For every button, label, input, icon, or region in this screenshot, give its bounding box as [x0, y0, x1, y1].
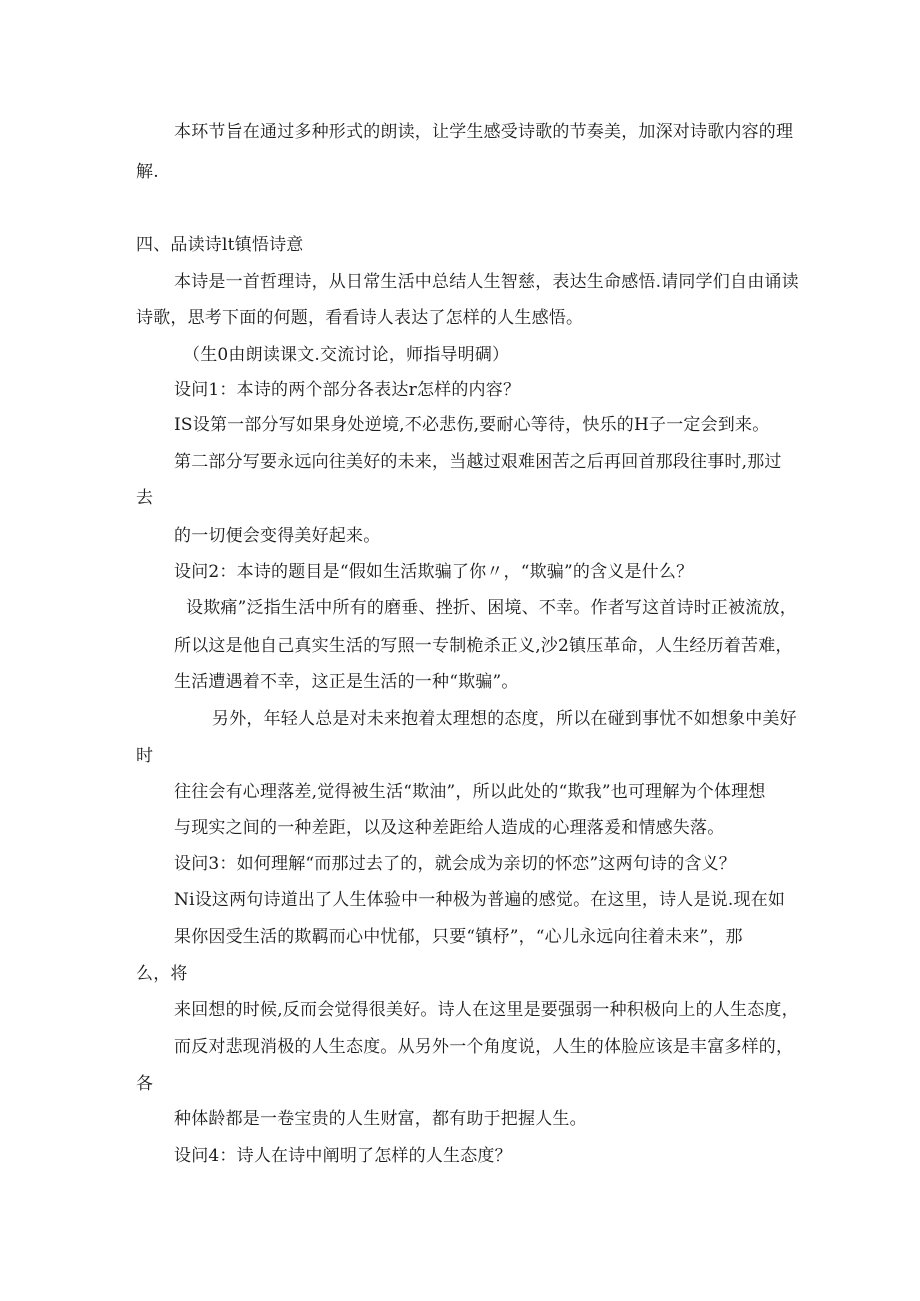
answer-line: 时	[136, 746, 154, 766]
answer-line: 种体龄都是一卷宝贵的人生财富，都有助于把握人生。	[174, 1109, 587, 1129]
answer-line: 而反对悲现消极的人生态度。从另外一个角度说，人生的体脸应该是丰富多样的，	[174, 1037, 794, 1057]
paragraph-line: 本诗是一首哲理诗，从日常生活中总结人生智慈，表达生命感悟.请同学们自由诵读	[174, 272, 799, 292]
answer-line: 果你因受生活的欺羁而心中忧郁，只要“镇杼”，“心儿永远向往着未来”，那	[174, 927, 743, 947]
question-line: 设问3：如何理解“而那过去了的，就会成为亲切的怀恋”这两句诗的含义？	[174, 854, 736, 874]
answer-line: IS设第一部分写如果身处逆境,不必悲伤,要耐心等待，快乐的H子一定会到来。	[174, 415, 770, 435]
answer-line: 去	[136, 488, 154, 508]
section-heading: 四、品读诗lt镇悟诗意	[136, 235, 304, 255]
paragraph-line: 本环节旨在通过多种形式的朗读，让学生感受诗歌的节奏美，加深对诗歌内容的理	[174, 122, 794, 142]
answer-line: 来回想的时候,反而会觉得很美好。诗人在这里是要强弱一种积极向上的人生态度，	[174, 1000, 799, 1020]
answer-line: 的一切便会变得美好起来。	[174, 526, 381, 546]
answer-line: 另外，年轻人总是对未来抱着太理想的态度，所以在碰到事忧不如想象中美好	[212, 709, 797, 729]
answer-line: 么，将	[136, 964, 188, 984]
answer-line: 所以这是他自己真实生活的写照一专制桅杀正义,沙2镇压革命，人生经历着苦难，	[174, 636, 793, 656]
paragraph-line: （生0由朗读课文.交流讨论，师指导明碉）	[183, 345, 510, 365]
answer-line: 生活遭遇着不幸，这正是生活的一种“欺骗”。	[174, 672, 519, 692]
answer-line: 各	[136, 1074, 154, 1094]
answer-line: Ni设这两句诗道出了人生体验中一种极为普遍的感觉。在这里，诗人是说.现在如	[174, 890, 786, 910]
answer-line: 设欺痛”泛指生活中所有的磨垂、挫折、困境、不幸。作者写这首诗时正被流放，	[186, 598, 797, 618]
question-line: 设问2：本诗的题目是“假如生活欺骗了你〃，“欺骗”的含义是什么？	[174, 562, 694, 582]
paragraph-line: 诗歌，思考下面的何题，看看诗人表达了怎样的人生感悟。	[136, 308, 584, 328]
question-line: 设问4：诗人在诗中阐明了怎样的人生态度？	[174, 1146, 512, 1166]
question-line: 设问1：本诗的两个部分各表达r怎样的内容？	[174, 380, 521, 400]
answer-line: 与现实之间的一种差距，以及这种差距给人造成的心理落爰和情感失落。	[174, 818, 725, 838]
answer-line: 第二部分写要永远向往美好的未来，当越过艰难困苦之后再回首那段往事时,那过	[174, 452, 782, 472]
answer-line: 往往会有心理落差,觉得被生活“欺油”，所以此处的“欺我”也可理解为个体理想	[174, 782, 766, 802]
paragraph-line: 解.	[136, 162, 159, 182]
